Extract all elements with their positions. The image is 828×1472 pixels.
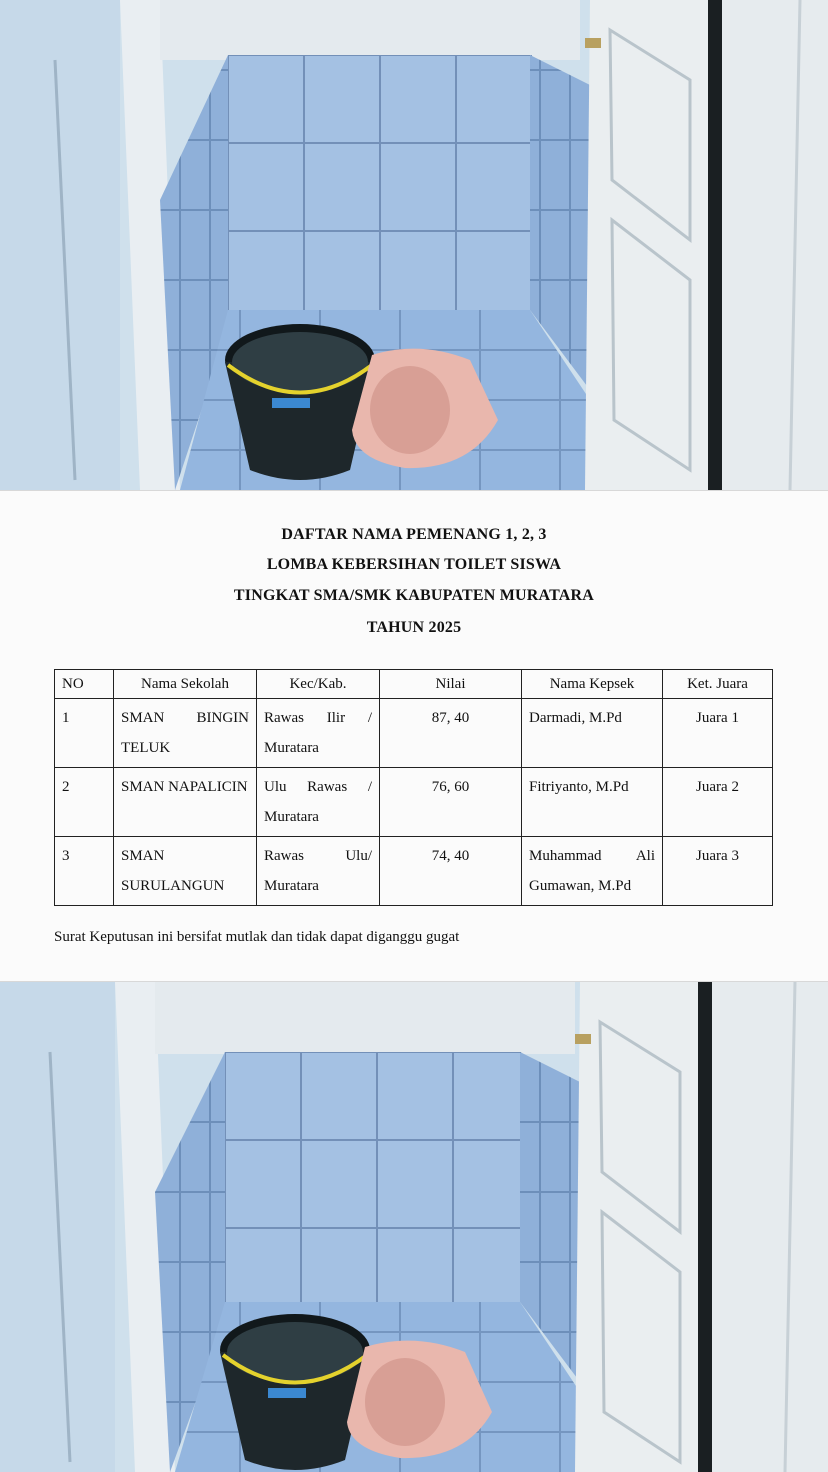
document-title-line-2: LOMBA KEBERSIHAN TOILET SISWA <box>266 556 562 573</box>
cell-kepsek: Fitriyanto, M.Pd <box>522 768 663 837</box>
cell-nilai: 76, 60 <box>380 768 522 837</box>
toilet-photo-icon <box>0 0 828 490</box>
table-header-row <box>55 670 773 699</box>
toilet-photo-bottom <box>0 982 828 1472</box>
winners-document <box>0 490 828 982</box>
cell-ket: Juara 1 <box>663 699 773 768</box>
document-title-line-3: TINGKAT SMA/SMK KABUPATEN MURATARA <box>233 587 595 604</box>
cell-school: SMAN BINGIN TELUK <box>114 699 257 768</box>
header-kec: Kec/Kab. <box>257 670 380 699</box>
table-row <box>55 768 773 837</box>
toilet-photo-icon <box>0 982 828 1472</box>
cell-no: 3 <box>55 837 114 906</box>
cell-kec: Rawas Ulu/ Muratara <box>257 837 380 906</box>
cell-ket: Juara 3 <box>663 837 773 906</box>
cell-kec: Rawas Ilir / Muratara <box>257 699 380 768</box>
cell-nilai: 74, 40 <box>380 837 522 906</box>
cell-school: SMAN SURULANGUN <box>114 837 257 906</box>
table-row <box>55 699 773 768</box>
header-ket: Ket. Juara <box>663 670 773 699</box>
cell-kepsek: Darmadi, M.Pd <box>522 699 663 768</box>
winners-table <box>54 669 773 906</box>
document-title-line-4: TAHUN 2025 <box>366 619 462 636</box>
document-title-line-1: DAFTAR NAMA PEMENANG 1, 2, 3 <box>281 526 547 543</box>
document-note: Surat Keputusan ini bersifat mutlak dan tidak dapat diganggu gugat <box>54 929 460 945</box>
cell-ket: Juara 2 <box>663 768 773 837</box>
table-row <box>55 837 773 906</box>
toilet-photo-top <box>0 0 828 490</box>
cell-no: 1 <box>55 699 114 768</box>
header-no: NO <box>55 670 114 699</box>
header-school: Nama Sekolah <box>114 670 257 699</box>
cell-kepsek: Muhammad Ali Gumawan, M.Pd <box>522 837 663 906</box>
cell-no: 2 <box>55 768 114 837</box>
header-kepsek: Nama Kepsek <box>522 670 663 699</box>
header-nilai: Nilai <box>380 670 522 699</box>
cell-nilai: 87, 40 <box>380 699 522 768</box>
cell-school: SMAN NAPALICIN <box>114 768 257 837</box>
cell-kec: Ulu Rawas / Muratara <box>257 768 380 837</box>
